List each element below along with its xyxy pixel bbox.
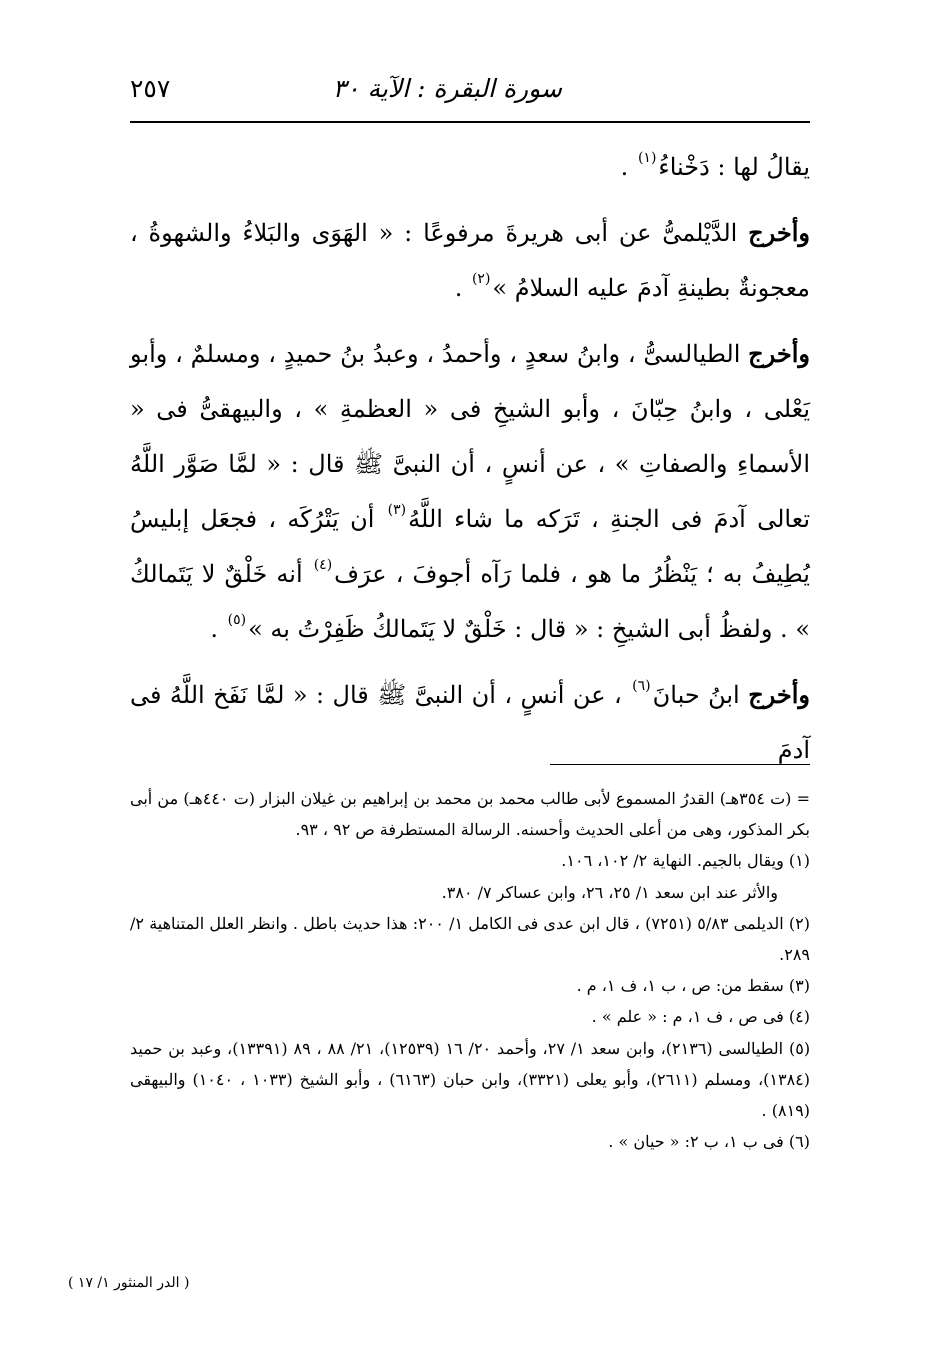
paragraph-1: [130, 140, 810, 195]
paragraph-end: .: [620, 153, 636, 181]
paragraph-text: أن يَتْرُكَه ، فجعَل إبليسُ يُطِيفُ به ؛ يَنْظُرُ ما هو ، فلما رَآه أجوفَ ، عرَف: [130, 505, 810, 588]
paragraph-4: [130, 667, 810, 778]
footnote-ref: (٦): [632, 678, 651, 694]
footnote-separator: [550, 764, 810, 765]
footnotes: [130, 783, 810, 1157]
paragraph-text: الدَّيْلمىُّ عن أبى هريرةَ مرفوعًا : « الهَوَى والبَلاءُ والشهوةُ ، معجونةٌ بطينةِ آدمَ عليه السلامُ »: [130, 219, 810, 302]
book-signature: ( الدر المنثور ١/ ١٧ ): [68, 1275, 190, 1291]
footnote-3: (٣) سقط من: ص ، ب ١، ف ١، م .: [576, 976, 810, 996]
paragraph-text: أنه خَلْقٌ لا يَتَمالكُ » . ولفظُ أبى الشيخِ : « قال : خَلْقٌ لا يَتَمالكُ ظَفِرْتُ به »: [130, 560, 810, 643]
footnote-1-continued: والأثر عند ابن سعد ١/ ٢٥، ٢٦، وابن عساكر ٧/ ٣٨٠.: [441, 882, 778, 902]
paragraph-end: .: [210, 615, 226, 643]
footnote-ref: (٣): [387, 502, 407, 518]
running-title: سورة البقرة : الآية ٣٠: [332, 74, 562, 103]
footnote-ref: (٥): [227, 612, 247, 628]
footnote-ref: (٤): [313, 557, 333, 573]
page-number: ٢٥٧: [130, 74, 171, 103]
page-header: [130, 72, 810, 120]
lead-word: وأخرج: [748, 218, 810, 247]
paragraph-text: الطيالسىُّ ، وابنُ سعدٍ ، وأحمدُ ، وعبدُ بنُ حميدٍ ، ومسلمٌ ، وأبو يَعْلى ، وابنُ حِبّانَ ، وأبو الشيخِ فى « العظمةِ » ، والبيهقىُّ فى « الأسماءِ والصفاتِ » ، عن أنسٍ ، أن النبىَّ ﷺ قال : « لمَّا صَوَّر اللَّهُ تعالى آدمَ فى الجنةِ ، تَرَكه ما شاء اللَّهُ: [130, 340, 810, 533]
footnote-1: (١) ويقال بالجيم. النهاية ٢/ ١٠٢، ١٠٦.: [561, 851, 810, 871]
paragraph-end: .: [454, 274, 470, 302]
lead-word: وأخرج: [748, 339, 810, 368]
lead-word: وأخرج: [748, 680, 811, 709]
paragraph-text: ، عن أنسٍ ، أن النبىَّ ﷺ قال : « لمَّا نَفَخ اللَّهُ فى آدمَ: [130, 681, 810, 764]
paragraph-text: يقالُ لها : دَخْناءُ: [658, 153, 810, 181]
paragraph-text: ابنُ حبانَ: [652, 681, 749, 709]
footnote-continuation: = (ت ٣٥٤هـ) القدرُ المسموع لأبى طالب محمد بن محمد بن إبراهيم بن غيلان البزار (ت ٤٤٠هـ) من أبى بكر المذكور، وهى من أعلى الحديث وأحسنه. الرسالة المستطرفة ص ٩٢ ، ٩٣.: [130, 789, 810, 840]
footnote-ref: (٢): [471, 271, 491, 287]
footnote-2: (٢) الديلمى ٥/٨٣ (٧٢٥١) ، قال ابن عدى فى الكامل ١/ ٢٠٠: هذا حديث باطل . وانظر العلل المتناهية ٢/ ٢٨٩.: [130, 913, 810, 965]
main-text: [130, 140, 810, 788]
paragraph-2: [130, 205, 810, 316]
footnote-4: (٤) فى ص ، ف ١، م : « علم » .: [591, 1007, 810, 1027]
footnote-6: (٦) فى ب ١، ب ٢: « حيان » .: [608, 1132, 810, 1152]
paragraph-3: [130, 326, 810, 657]
footnote-5: (٥) الطيالسى (٢١٣٦)، وابن سعد ١/ ٢٧، وأحمد ٢٠/ ١٦ (١٢٥٣٩)، ٢١/ ٨٨ ، ٨٩ (١٣٣٩١)، وعبد بن حميد (١٣٨٤)، ومسلم (٢٦١١)، وأبو يعلى (٣٣٢١)، وابن حبان (٦١٦٣) ، وأبو الشيخ (١٠٣٣ ، ١٠٤٠) والبيهقى (٨١٩) .: [130, 1038, 811, 1121]
footnote-ref: (١): [637, 150, 657, 166]
header-rule: [130, 121, 810, 123]
